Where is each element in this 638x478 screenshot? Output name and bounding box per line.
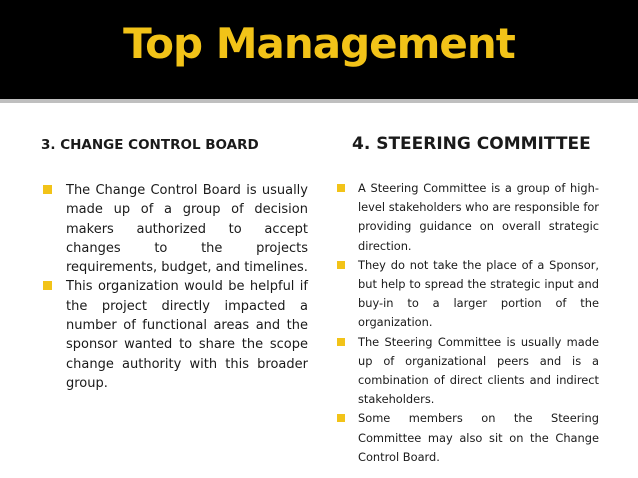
- bullet-text: A Steering Committee is a group of high-level stakeholders who are responsible for providing guidance on overall strategic direction.: [358, 181, 599, 253]
- list-item: [334, 179, 599, 256]
- list-item: [334, 256, 599, 333]
- bullet-text: The Change Control Board is usually made up of a group of decision makers authorized to accept changes to the projects requirements, budget, and timelines.: [66, 183, 308, 276]
- left-bullet-list: [40, 181, 308, 393]
- right-column-heading: 4. STEERING COMMITTEE: [352, 134, 591, 154]
- square-bullet-icon: [43, 281, 52, 290]
- square-bullet-icon: [43, 185, 52, 194]
- right-bullet-list: [334, 179, 599, 467]
- square-bullet-icon: [337, 184, 345, 192]
- left-column-heading: 3. CHANGE CONTROL BOARD: [41, 137, 259, 153]
- square-bullet-icon: [337, 261, 345, 269]
- list-item: [334, 333, 599, 410]
- list-item: [40, 277, 308, 393]
- slide-title: Top Management: [123, 19, 515, 68]
- square-bullet-icon: [337, 414, 345, 422]
- bullet-text: This organization would be helpful if the project directly impacted a number of functional areas and the sponsor wanted to share the scope change authority with this broader group.: [66, 279, 308, 391]
- bullet-text: The Steering Committee is usually made up of organizational peers and is a combination of direct clients and indirect stakeholders.: [358, 334, 599, 407]
- title-divider: [0, 99, 638, 103]
- bullet-text: Some members on the Steering Committee may also sit on the Change Control Board.: [358, 411, 599, 464]
- bullet-text: They do not take the place of a Sponsor, but help to spread the strategic input and buy-in to a larger portion of the organization.: [358, 257, 599, 330]
- list-item: [334, 409, 599, 467]
- square-bullet-icon: [337, 338, 345, 346]
- list-item: [40, 181, 308, 277]
